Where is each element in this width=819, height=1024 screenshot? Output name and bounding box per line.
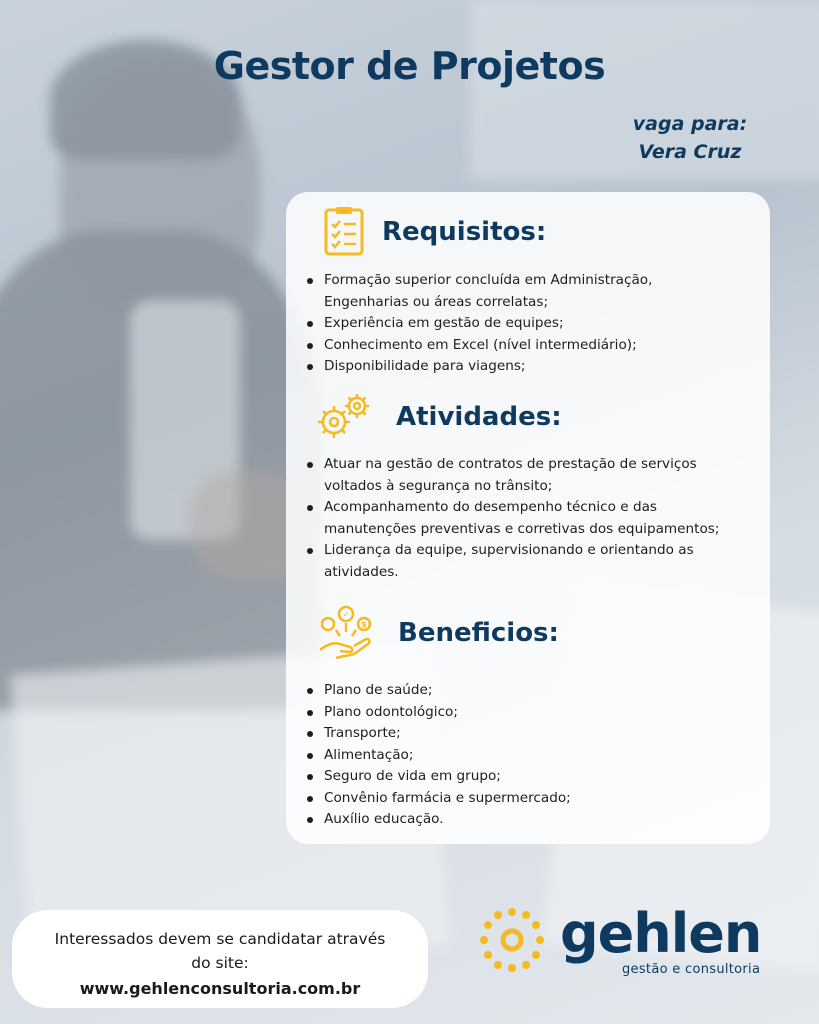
logo-wordmark: gehlen [560, 902, 762, 965]
vacancy-location [600, 110, 780, 166]
beneficios-header [316, 604, 559, 662]
list-item: Formação superior concluída em Administração, Engenharias ou áreas correlatas; [304, 270, 740, 313]
gears-icon [314, 392, 374, 442]
svg-text:✓: ✓ [342, 610, 350, 619]
list-item: Alimentação; [304, 745, 740, 767]
bg-head [60, 60, 260, 320]
list-item: Auxílio educação. [304, 809, 740, 831]
list-item: Convênio farmácia e supermercado; [304, 788, 740, 810]
apply-callout [12, 910, 428, 1008]
atividades-header [314, 392, 562, 442]
beneficios-list [286, 680, 740, 831]
list-item: Experiência em gestão de equipes; [304, 313, 740, 335]
company-logo [472, 900, 792, 990]
checklist-icon [322, 206, 366, 258]
list-item: Disponibilidade para viagens; [304, 356, 740, 378]
info-card [286, 192, 770, 844]
website-link[interactable]: www.gehlenconsultoria.com.br [79, 979, 361, 998]
sun-logo-icon [474, 902, 550, 978]
list-item: Transporte; [304, 723, 740, 745]
vacancy-city: Vera Cruz [638, 141, 742, 163]
requisitos-header [322, 206, 546, 258]
list-item: Conhecimento em Excel (nível intermediário); [304, 335, 740, 357]
atividades-heading: Atividades: [396, 402, 562, 432]
hand-coins-icon [316, 604, 376, 662]
apply-text-line1: Interessados devem se candidatar através [54, 930, 386, 948]
vacancy-label: vaga para: [632, 113, 748, 135]
logo-tagline: gestão e consultoria [622, 962, 761, 977]
list-item: Seguro de vida em grupo; [304, 766, 740, 788]
list-item: Acompanhamento do desempenho técnico e das manutenções preventivas e corretivas dos equipamentos; [304, 497, 740, 540]
requisitos-list [286, 270, 740, 378]
list-item: Plano odontológico; [304, 702, 740, 724]
list-item: Atuar na gestão de contratos de prestação de serviços voltados à segurança no trânsito; [304, 454, 740, 497]
list-item: Plano de saúde; [304, 680, 740, 702]
svg-text:$: $ [361, 620, 367, 629]
page-title: Gestor de Projetos [213, 44, 606, 88]
apply-text-line2: do site: [191, 954, 249, 972]
list-item: Liderança da equipe, supervisionando e orientando as atividades. [304, 540, 740, 583]
requisitos-heading: Requisitos: [382, 217, 547, 247]
atividades-list [286, 454, 740, 583]
beneficios-heading: Beneficios: [398, 618, 559, 648]
